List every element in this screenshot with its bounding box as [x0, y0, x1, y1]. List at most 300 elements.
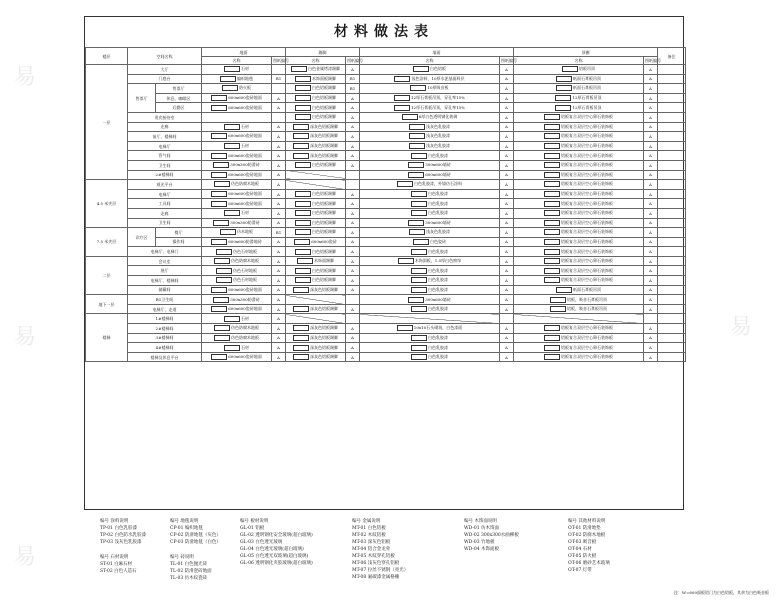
ground-name-cell	[202, 343, 272, 353]
skirting-name-cell	[286, 333, 346, 343]
skirting-name-cell	[286, 122, 346, 132]
remark-cell	[658, 112, 686, 122]
ceiling-code-cell: A	[644, 132, 658, 142]
material-text: 600x600瓷砖地面	[228, 200, 262, 206]
wall-code-cell: A	[500, 304, 514, 314]
wall-code-cell: A	[500, 65, 514, 75]
material-code-box	[413, 66, 429, 72]
skirting-code-cell: A	[346, 93, 360, 103]
material-code-box	[411, 191, 427, 197]
ground-name-cell	[202, 266, 272, 276]
material-text: 铝板复合双层空心卵石装饰板	[561, 114, 613, 120]
ceiling-code-cell: A	[644, 324, 658, 334]
ceiling-code-cell: A	[644, 295, 658, 305]
legend-item: ST-02 白色人造石	[100, 569, 137, 574]
skirting-name-cell	[286, 228, 346, 238]
ceiling-name-cell	[514, 218, 644, 228]
material-text: 铝板复合双层空心卵石装饰板	[561, 162, 613, 168]
skirting-name-cell	[286, 237, 346, 247]
floor-cell: 7.5 米夹层	[86, 228, 128, 257]
material-code-box	[295, 210, 311, 216]
material-text: 10厚吸音板	[427, 85, 449, 91]
material-text: 白色铝板踢脚	[312, 200, 336, 206]
space-cell: B1卫生间	[128, 295, 202, 305]
material-text: 铝板复合双层空心卵石装饰板	[561, 123, 613, 129]
material-code-box	[214, 181, 230, 187]
space-cell: 电梯厅	[128, 141, 202, 151]
ceiling-code-cell: A	[644, 189, 658, 199]
wall-name-cell	[360, 122, 500, 132]
material-code-box	[394, 105, 410, 111]
material-code-box	[411, 277, 427, 283]
table-row	[86, 295, 686, 305]
material-code-box	[411, 210, 427, 216]
material-text: 600x600瓷砖地面	[228, 354, 262, 360]
skirting-code-cell	[346, 295, 360, 305]
material-text: 600x600瓷砖地面	[228, 306, 262, 312]
remark-cell	[658, 151, 686, 161]
legend-item: MT-05 木纹穿孔铝板	[352, 554, 395, 559]
ground-name-cell	[202, 112, 272, 122]
material-text: 10x10石头砌筑，白色漆面	[413, 325, 463, 331]
material-text: 深灰色铝板踢脚	[310, 334, 338, 340]
ground-code-cell: A	[272, 285, 286, 295]
material-code-box	[544, 345, 560, 351]
skirting-name-cell	[286, 170, 346, 180]
wall-code-cell: A	[500, 189, 514, 199]
table-row	[86, 84, 686, 94]
wall-code-cell: A	[500, 333, 514, 343]
remark-cell	[658, 189, 686, 199]
ceiling-code-cell: A	[644, 199, 658, 209]
ceiling-name-cell	[514, 112, 644, 122]
material-text: 仿色防腐木地板	[231, 181, 259, 187]
skirting-code-cell: A	[346, 343, 360, 353]
ground-code-cell: A	[272, 324, 286, 334]
table-row	[86, 180, 686, 190]
material-text: 12厚石膏板吊顶，穿孔率15%	[411, 104, 465, 110]
material-text: 白色乳胶漆	[428, 267, 448, 273]
ceiling-name-cell	[514, 199, 644, 209]
material-text: 铝板复合双层空心卵石装饰板	[561, 277, 613, 283]
skirting-code-cell: A	[346, 218, 360, 228]
material-code-box	[293, 143, 309, 149]
material-code-box	[295, 95, 311, 101]
skirting-name-cell	[286, 295, 346, 305]
material-code-box	[295, 229, 311, 235]
skirting-code-cell: A	[346, 247, 360, 257]
wall-name-cell	[360, 112, 500, 122]
space-cell: 餐厅	[156, 228, 202, 238]
material-code-box	[293, 124, 309, 130]
ceiling-name-cell	[514, 160, 644, 170]
material-text: 600x600瓷砖地面	[228, 95, 262, 101]
legend-item: GL-03 白色透光玻璃	[240, 540, 283, 545]
wall-code-cell: A	[500, 237, 514, 247]
material-text: 300x300防滑砖	[230, 296, 260, 302]
material-code-box	[544, 335, 560, 341]
ground-name-cell	[202, 170, 272, 180]
ground-name-cell	[202, 333, 272, 343]
ground-code-cell: A	[272, 343, 286, 353]
ceiling-code-cell: A	[644, 237, 658, 247]
watermark: 易	[14, 65, 37, 90]
legend-column	[464, 518, 519, 553]
table-row	[86, 285, 686, 295]
material-code-box	[411, 268, 427, 274]
ground-code-cell: A	[272, 237, 286, 247]
material-text: 600x600墙砖	[425, 171, 451, 177]
material-code-box	[295, 220, 311, 226]
material-code-box	[293, 287, 309, 293]
ceiling-code-cell: A	[644, 247, 658, 257]
ceiling-name-cell	[514, 151, 644, 161]
header-name: 名称	[514, 57, 644, 65]
material-code-box	[295, 191, 311, 197]
material-text: 石材	[241, 344, 249, 350]
legend-column	[100, 554, 137, 575]
ground-code-cell: A	[272, 218, 286, 228]
header-ceiling: 顶棚	[514, 48, 658, 57]
ground-name-cell	[202, 180, 272, 190]
material-code-box	[394, 95, 410, 101]
legend-heading: 编号 石材说明	[100, 555, 129, 560]
material-text: 白色乳胶漆	[428, 248, 448, 254]
ground-code-cell: A	[272, 314, 286, 324]
remark-cell	[658, 180, 686, 190]
material-code-box	[224, 345, 240, 351]
material-text: 白色乳胶漆	[428, 286, 448, 292]
material-text: 白色乳胶漆，外墙仿石涂料	[414, 181, 462, 187]
material-text: 铝板复合双层空心卵石装饰板	[561, 219, 613, 225]
material-text: 编织地毯	[237, 75, 253, 81]
material-code-box	[211, 133, 227, 139]
ceiling-name-cell	[514, 237, 644, 247]
material-text: 白色乳胶漆	[428, 210, 448, 216]
material-code-box	[293, 325, 309, 331]
wall-name-cell	[360, 199, 500, 209]
ceiling-code-cell: A	[644, 122, 658, 132]
header-code: 图纸编号	[347, 58, 363, 63]
space-cell: 售票厅	[156, 84, 202, 94]
legend-item: CP-03 防滑地毯（白色）	[170, 540, 221, 545]
material-text: 铝板，吸音石膏板吊顶	[567, 296, 607, 302]
material-code-box	[544, 133, 560, 139]
legend-column	[352, 518, 408, 581]
remark-cell	[658, 84, 686, 94]
material-code-box	[556, 287, 572, 293]
table-row	[86, 170, 686, 180]
material-code-box	[216, 277, 232, 283]
material-text: 石材	[241, 123, 249, 129]
wall-code-cell: A	[500, 84, 514, 94]
material-code-box	[213, 162, 229, 168]
ceiling-name-cell	[514, 285, 644, 295]
skirting-code-cell: A	[346, 199, 360, 209]
legend-heading: 编号 板材说明	[240, 519, 269, 524]
ground-code-cell: A	[272, 199, 286, 209]
header-space: 空间名称	[128, 48, 202, 65]
material-code-box	[410, 85, 426, 91]
ground-code-cell: A	[272, 141, 286, 151]
wall-code-cell: A	[500, 151, 514, 161]
ground-name-cell	[202, 276, 272, 286]
skirting-code-cell: A	[346, 237, 360, 247]
ground-code-cell: A	[272, 170, 286, 180]
legend-column	[568, 518, 610, 574]
material-code-box	[222, 85, 238, 91]
table-row	[86, 122, 686, 132]
material-code-box	[295, 277, 311, 283]
ceiling-code-cell: A	[644, 180, 658, 190]
material-code-box	[398, 258, 414, 264]
material-text: 纸面石膏板吊顶	[573, 85, 601, 91]
ceiling-name-cell	[514, 180, 644, 190]
table-row	[86, 189, 686, 199]
material-code-box	[544, 143, 560, 149]
material-text: 铝板复合双层空心卵石装饰板	[561, 200, 613, 206]
material-text: 铝板复合双层空心卵石装饰板	[561, 229, 613, 235]
skirting-name-cell	[286, 276, 346, 286]
wall-name-cell	[360, 352, 500, 362]
floor-cell: 楼梯	[86, 314, 128, 362]
material-text: 仿色防腐木地板	[231, 258, 259, 264]
material-text: 300x600墙砖	[425, 296, 451, 302]
ceiling-name-cell	[514, 352, 644, 362]
ground-name-cell	[202, 208, 272, 218]
skirting-code-cell: A	[346, 266, 360, 276]
ground-name-cell	[202, 314, 272, 324]
material-code-box	[216, 268, 232, 274]
table-row	[86, 324, 686, 334]
table-row	[86, 266, 686, 276]
legend-item: MT-03 深灰色铝板	[352, 540, 391, 545]
wall-name-cell	[360, 208, 500, 218]
material-code-box	[411, 335, 427, 341]
ground-name-cell	[202, 65, 272, 75]
material-text: 白色铝板踢脚	[312, 162, 336, 168]
sheet-title: 材料做法表	[85, 17, 683, 48]
material-code-box	[544, 277, 560, 283]
space-cell: 电梯厅、走道	[128, 304, 202, 314]
ceiling-name-cell	[514, 132, 644, 142]
material-code-box	[544, 220, 560, 226]
header-skirting: 踢脚	[286, 48, 360, 57]
wall-name-cell	[360, 65, 500, 75]
table-row	[86, 247, 686, 257]
skirting-code-cell: A	[346, 122, 360, 132]
ground-code-cell: B1	[272, 74, 286, 84]
material-code-box	[544, 201, 560, 207]
space-cell: 前厅、楼梯间	[128, 132, 202, 142]
legend-item: MT-04 铝合金龙骨	[352, 547, 391, 552]
material-text: 浅色涂料，10厚水泥基面料层	[411, 75, 465, 81]
wall-code-cell	[500, 314, 514, 324]
material-code-box	[293, 133, 309, 139]
remark-cell	[658, 228, 686, 238]
material-text: 铝板复合双层空心卵石装饰板	[561, 152, 613, 158]
legend-heading: 编号 砖说明	[170, 555, 194, 560]
table-row	[86, 237, 686, 247]
header-code: 图纸编号	[645, 58, 661, 63]
material-text: 浅灰色乳胶漆	[426, 143, 450, 149]
ground-code-cell: A	[272, 103, 286, 113]
material-text: 浅灰色乳胶漆	[426, 133, 450, 139]
material-text: 石材	[241, 315, 249, 321]
ceiling-name-cell	[514, 84, 644, 94]
material-text: 铝板复合双层空心卵石装饰板	[561, 210, 613, 216]
material-text: 600x600瓷砖地面	[228, 171, 262, 177]
material-code-box	[544, 124, 560, 130]
ground-code-cell: A	[272, 352, 286, 362]
wall-name-cell	[360, 228, 500, 238]
material-code-box	[211, 172, 227, 178]
material-code-box	[544, 258, 560, 264]
ceiling-code-cell: A	[644, 74, 658, 84]
material-text: 深灰色铝板踢脚	[310, 325, 338, 331]
ceiling-name-cell	[514, 65, 644, 75]
skirting-code-cell: A	[346, 189, 360, 199]
ground-name-cell	[202, 122, 272, 132]
skirting-code-cell: A	[346, 285, 360, 295]
material-text: 铝板复合双层空心卵石装饰板	[561, 334, 613, 340]
material-text: 石材	[241, 143, 249, 149]
ground-name-cell	[202, 237, 272, 247]
skirting-name-cell	[286, 84, 346, 94]
header-ground: 地面	[202, 48, 286, 57]
material-text: 铝板吊顶	[579, 66, 595, 72]
material-text: 木饰面板踢脚	[312, 75, 336, 81]
wall-name-cell	[360, 247, 500, 257]
material-code-box	[550, 297, 566, 303]
wall-name-cell	[360, 189, 500, 199]
material-text: 白色铝板踢脚	[312, 85, 336, 91]
space-cell: 4#楼梯间	[128, 343, 202, 353]
space-cell: 卫生间	[128, 218, 202, 228]
material-code-box	[213, 220, 229, 226]
remark-cell	[658, 160, 686, 170]
ground-code-cell: A	[272, 208, 286, 218]
wall-name-cell	[360, 170, 500, 180]
ground-name-cell	[202, 93, 272, 103]
material-code-box	[544, 181, 560, 187]
wall-name-cell	[360, 160, 500, 170]
material-code-box	[295, 249, 311, 255]
material-text: 600x600瓷砖地面	[228, 152, 262, 158]
material-text: 白色铝板踢脚	[312, 267, 336, 273]
skirting-code-cell: A	[346, 160, 360, 170]
ground-name-cell	[202, 256, 272, 266]
material-text: 浅灰色乳胶漆	[426, 123, 450, 129]
wall-code-cell: A	[500, 103, 514, 113]
legend-item: MT-08 氟碳漆金属格栅	[352, 575, 400, 580]
remark-cell	[658, 74, 686, 84]
ceiling-code-cell: A	[644, 208, 658, 218]
header-name: 名称	[202, 57, 272, 65]
wall-code-cell: A	[500, 141, 514, 151]
legend-heading: 编号 木饰面说明	[464, 519, 497, 524]
skirting-code-cell: A	[346, 304, 360, 314]
ceiling-code-cell: A	[644, 304, 658, 314]
table-row	[86, 314, 686, 324]
legend-heading: 编号 金属说明	[352, 519, 381, 524]
space-cell: 电梯厅	[128, 189, 202, 199]
material-code-box	[413, 239, 429, 245]
skirting-name-cell	[286, 314, 346, 324]
material-text: 铝板复合双层空心卵石装饰板	[561, 238, 613, 244]
material-code-box	[293, 354, 309, 360]
skirting-code-cell: A	[346, 276, 360, 286]
material-text: 木饰面踢脚	[314, 258, 334, 264]
wall-code-cell: A	[500, 112, 514, 122]
remark-cell	[658, 122, 686, 132]
material-text: 深灰色铝板踢脚	[310, 286, 338, 292]
ceiling-code-cell: A	[644, 84, 658, 94]
space-cell: 电梯厅、电梯门	[128, 247, 202, 257]
wall-name-cell	[360, 256, 500, 266]
skirting-code-cell	[346, 170, 360, 180]
space-cell: 会议室	[128, 256, 202, 266]
remark-cell	[658, 276, 686, 286]
ground-code-cell: A	[272, 132, 286, 142]
legend-item: MT-02 木纹铝板	[352, 533, 386, 538]
legend-item: TP-03 浅灰色乳胶漆	[100, 540, 142, 545]
material-code-box	[224, 143, 240, 149]
ground-code-cell: A	[272, 276, 286, 286]
skirting-code-cell: A	[346, 141, 360, 151]
ceiling-code-cell: A	[644, 333, 658, 343]
material-text: 铝板，吸音石膏板吊顶	[567, 306, 607, 312]
wall-name-cell	[360, 276, 500, 286]
ceiling-name-cell	[514, 170, 644, 180]
material-text: 白色铝板踢脚	[312, 95, 336, 101]
wall-name-cell	[360, 180, 500, 190]
remark-cell	[658, 285, 686, 295]
legend-item: WD-02 300x300水曲柳板	[464, 533, 519, 538]
material-table	[85, 47, 686, 362]
space-cell: 后勤区	[156, 103, 202, 113]
ceiling-name-cell	[514, 333, 644, 343]
material-code-box	[397, 181, 413, 187]
remark-cell	[658, 170, 686, 180]
table-row	[86, 65, 686, 75]
ground-code-cell	[272, 84, 286, 94]
wall-code-cell: A	[500, 208, 514, 218]
legend-item: ST-01 白麻石材	[100, 562, 133, 567]
material-code-box	[409, 229, 425, 235]
material-text: 仿色石材地板	[233, 267, 257, 273]
ground-code-cell: A	[272, 93, 286, 103]
ground-name-cell	[202, 304, 272, 314]
header-floor: 楼层	[86, 48, 128, 65]
ground-code-cell: A	[272, 256, 286, 266]
material-code-box	[211, 95, 227, 101]
space-cell: 管气间	[128, 151, 202, 161]
legend-item: OT-01 防滑地垫	[568, 526, 601, 531]
legend	[100, 518, 680, 598]
ceiling-code-cell: A	[644, 285, 658, 295]
ceiling-name-cell	[514, 276, 644, 286]
ground-name-cell	[202, 151, 272, 161]
material-code-box	[220, 76, 236, 82]
skirting-code-cell: A	[346, 65, 360, 75]
material-text: 白色乳胶漆	[428, 277, 448, 283]
material-text: 300x600墙砖	[425, 162, 451, 168]
material-code-box	[295, 114, 311, 120]
wall-name-cell	[360, 103, 500, 113]
material-code-box	[224, 210, 240, 216]
ground-code-cell: A	[272, 266, 286, 276]
